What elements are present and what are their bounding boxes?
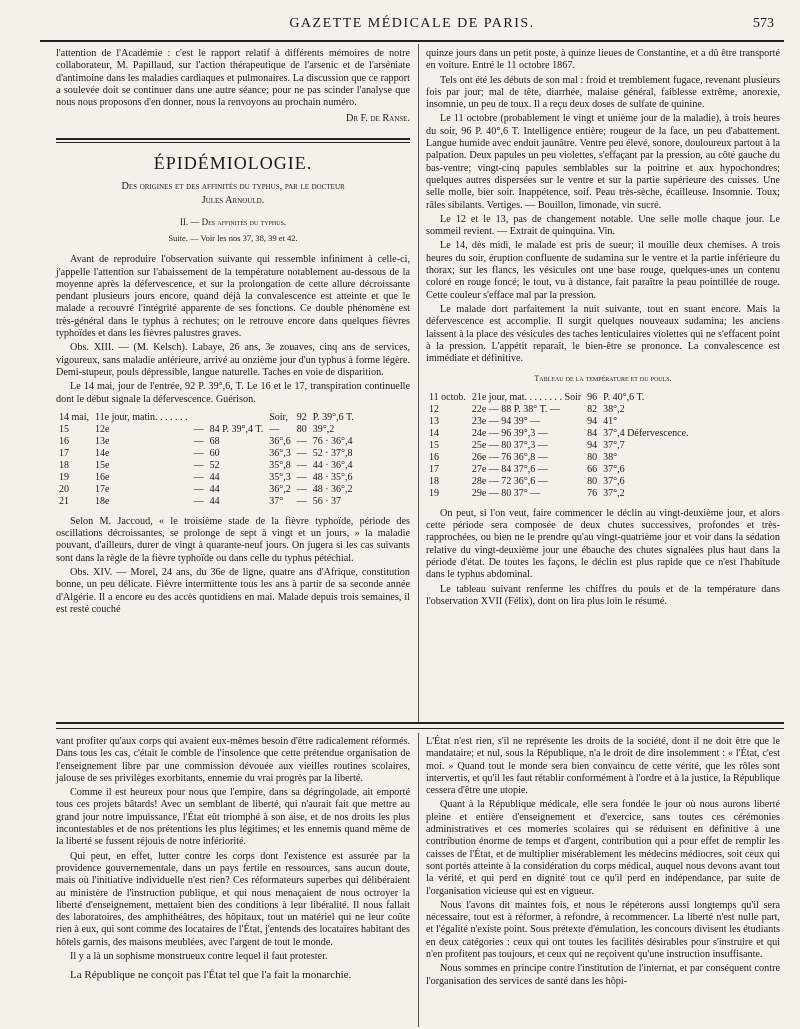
table-cell: — bbox=[193, 495, 204, 507]
table-cell: 37°,6 bbox=[603, 463, 625, 475]
table-cell: 48 · 36°,2 bbox=[312, 483, 353, 495]
table-cell: 17e bbox=[95, 483, 110, 495]
table-cell: — bbox=[296, 435, 307, 447]
table-cell: 20 bbox=[59, 483, 69, 495]
table-cell: 11 octob. bbox=[429, 391, 466, 403]
table-cell: 44 bbox=[209, 495, 220, 507]
table-cell: 60 bbox=[209, 447, 220, 459]
table-cell: 13 bbox=[429, 415, 439, 427]
table-cell: 18 bbox=[429, 475, 439, 487]
table-row bbox=[426, 476, 692, 488]
table-cell: 80 bbox=[587, 475, 598, 487]
table-cell: 15e bbox=[95, 459, 110, 471]
table-cell: 12 bbox=[429, 403, 439, 415]
table-cell: 35°,8 bbox=[269, 459, 291, 471]
table-cell: 11e jour, matin. . . . . . . bbox=[95, 411, 188, 423]
table-row bbox=[56, 472, 357, 484]
table-cell bbox=[207, 412, 267, 424]
table-cell: 17 bbox=[59, 447, 69, 459]
table-cell: 52 · 37°,8 bbox=[312, 447, 353, 459]
table-cell: 29e — 80 37° — bbox=[471, 487, 541, 499]
table-cell: 21e jour, mat. . . . . . . . Soir bbox=[471, 391, 582, 403]
table-cell: 12e bbox=[95, 423, 110, 435]
table-cell: 44 bbox=[209, 483, 220, 495]
table-cell: 38°,2 bbox=[603, 403, 625, 415]
table-cell: 44 · 36°,4 bbox=[312, 459, 353, 471]
table-row bbox=[426, 440, 692, 452]
observation-paragraph: Obs. XIV. — Morel, 24 ans, du 36e de ligne, quatre ans d'Afrique, constitution bonne, un peu délicate. Fièvre intermittente tous les ans à partir de sa seconde année d'Algérie. Il a encore eu des accès quotidiens en mai. Malade depuis trois semaines, il est resté couché bbox=[56, 567, 410, 615]
table-cell: 13e bbox=[95, 435, 110, 447]
table-title: Tableau de la température et du pouls. bbox=[534, 374, 672, 384]
paragraph: On peut, si l'on veut, faire commencer le déclin au vingt-deuxième jour, et alors cette période sera composée de deux chutes successives, profondes et très-rapprochées, ou bien ne le prendre qu'au vingt-quatrième jour et voir dans la sédation relative du vingt-deuxième jour une ébauche des chutes signalées plus haut dans la période d'état. De toutes les façons, le déclin est plus rapide que ce n'est l'habitude dans le typhus abdominal. bbox=[426, 507, 780, 581]
table-cell: 84 bbox=[587, 427, 598, 439]
table-cell: P. 40°,6 T. bbox=[603, 391, 645, 403]
table-cell: 37°,7 bbox=[603, 439, 625, 451]
table-cell: 24e — 96 39°,3 — bbox=[471, 427, 548, 439]
table-cell: 37°,6 bbox=[603, 475, 625, 487]
table-cell: 19 bbox=[59, 471, 69, 483]
paragraph: Le 11 octobre (probablement le vingt et unième jour de la maladie), à trois heures du soir, 96 P. 40°,6 T. Intelligence entière; rougeur de la face, un peu d'abattement. Langue humide avec enduit jaunâtre. Ventre peu élevé, sonore, douloureux partout à la palpation. Deux papules un peu violettes, s'effaçant par la pression, au côté gauche du bas-ventre; vingt-cinq papules semblables sur la poitrine et aux hypochondres; quelques autres dispersées sur le ventre et sur la partie supérieure des cuisses. Une selle molle, bier soir. Inappétence, soif. Peau très-sèche, écailleuse. Insomnie. Toux; râles sibilants. Vertiges. — Bouillon, limonade, vin sucré. bbox=[426, 113, 780, 211]
table-cell: 18 bbox=[59, 459, 69, 471]
left-column-top bbox=[56, 48, 410, 618]
observation-paragraph: Obs. XIII. — (M. Kelsch). Labaye, 26 ans, 3e zouaves, cinq ans de services, vigoureux, sans maladie antérieure, arrivé au onzième jour d'un typhus à forme légère. Demi-stupeur, pouls dépressible, langue naturelle. Taches en voie de disparition. bbox=[56, 342, 410, 378]
table-cell: 96 bbox=[587, 391, 598, 403]
table-row bbox=[426, 452, 692, 464]
table-row bbox=[426, 392, 692, 404]
signature: Dr F. de Ranse. bbox=[345, 113, 410, 125]
table-cell: — bbox=[296, 459, 307, 471]
table-cell: — bbox=[193, 471, 204, 483]
page-number: 573 bbox=[753, 16, 774, 31]
paragraph: Quant à la République médicale, elle sera fondée le jour où nous aurons liberté pleine et entière d'enseignement et d'exercice, sans toutes ces cérémonies administratives et ces momeries scolaires qui se réduisent en définitive à une contribution énorme de temps et d'argent, contribution qui a pour effet de remplir les caisses de l'État, et de multiplier misérablement les médecins médiocres, soit ceux qui sont portés atteinte à la considération du corps médical, auquel nous devons avant tout la vérité, et qui perd en dignité tout ce qu'il perd en indépendance, par suite de l'organisation vicieuse qui est en vigueur. bbox=[426, 799, 780, 897]
table-cell bbox=[191, 412, 207, 424]
table-cell: 16 bbox=[59, 435, 69, 447]
table-cell: 56 · 37 bbox=[312, 495, 342, 507]
section-title: ÉPIDÉMIOLOGIE. bbox=[153, 152, 313, 173]
table-row bbox=[56, 424, 357, 436]
paragraph: Avant de reproduire l'observation suivante qui ressemble infiniment à celle-ci, j'appelle l'attention sur l'abaissement de la température notablement au-dessous de la moyenne après la défervescence, et sur la prolongation de cette allure décroissante pendant plusieurs jours encore, quand déjà la convalescence est atteinte et que le malade a recouvré l'intégrité apparente de ses fonctions. Ce double phénomène est très-général dans le typhus à rechutes; on le retrouve encore dans quelques fièvres typhoïdes et dans les fièvres palustres graves. bbox=[56, 254, 410, 340]
paragraph: Il y a là un sophisme monstrueux contre lequel il faut protester. bbox=[70, 951, 328, 963]
table-row bbox=[426, 428, 692, 440]
right-column-bottom bbox=[426, 736, 780, 990]
paragraph: quinze jours dans un petit poste, à quinze lieues de Constantine, et a dû être transporté en voiture. Entré le 11 octobre 1867. bbox=[426, 48, 780, 72]
left-column-bottom bbox=[56, 736, 410, 984]
table-cell: — bbox=[296, 483, 307, 495]
table-cell: 17 bbox=[429, 463, 439, 475]
table-cell: 22e — 88 P. 38° T. — bbox=[471, 403, 560, 415]
table-cell: 39°,2 bbox=[312, 423, 335, 435]
table-cell: — bbox=[193, 447, 204, 459]
table-cell: 23e — 94 39° — bbox=[471, 415, 541, 427]
table-cell: 16e bbox=[95, 471, 110, 483]
table-cell: 76 · 36°,4 bbox=[312, 435, 353, 447]
paragraph: Tels ont été les débuts de son mal : froid et tremblement fugace, revenant plusieurs fois par jour; mal de tête, diarrhée, malaise général, faiblesse extrême, anorexie, insomnie, un peu de toux. Il a reçu deux doses de sulfate de quinine. bbox=[426, 74, 780, 111]
table-cell: 36°,3 bbox=[269, 447, 291, 459]
table-cell: 28e — 72 36°,6 — bbox=[471, 475, 548, 487]
paragraph: L'État n'est rien, s'il ne représente les droits de la société, dont il ne doit être que le mandataire; et nul, sous la République, n'a le droit de dire insolemment : « l'État, c'est moi. » Quand tout le monde sera bien convaincu de cette vérité, que les rôles sont intervertis, et qu'il les faut rétablir conformément à l'ordre et à la justice, la République cessera d'être une utopie. bbox=[426, 736, 780, 797]
article-title: Des origines et des affinités du typhus, par le docteur bbox=[121, 181, 345, 193]
table-cell: 82 bbox=[587, 403, 598, 415]
table-cell: 15 bbox=[59, 423, 69, 435]
table-cell: 19 bbox=[429, 487, 439, 499]
table-cell: 41° bbox=[603, 415, 618, 427]
right-column-top bbox=[426, 48, 780, 610]
section-separator bbox=[56, 138, 410, 143]
table-cell: 48 · 35°,6 bbox=[312, 471, 353, 483]
feuilleton-separator bbox=[56, 722, 784, 729]
table-cell: 36°,6 bbox=[269, 435, 291, 447]
table-cell: — bbox=[296, 471, 307, 483]
table-cell: — bbox=[296, 495, 307, 507]
table-cell: 25e — 80 37°,3 — bbox=[471, 439, 548, 451]
article-author: Jules Arnould. bbox=[201, 195, 265, 207]
table-cell: 94 bbox=[587, 415, 598, 427]
table-row bbox=[56, 412, 357, 424]
table-row bbox=[56, 484, 357, 496]
suite-note: Suite. — Voir les nos 37, 38, 39 et 42. bbox=[168, 232, 298, 243]
paragraph: Le tableau suivant renferme les chiffres du pouls et de la température dans l'observation XVII (Félix), dont on lira plus loin le résumé. bbox=[426, 583, 780, 607]
table-cell: 76 bbox=[587, 487, 598, 499]
paragraph: La République ne conçoit pas l'État tel que l'a fait la monarchie. bbox=[70, 969, 352, 982]
paragraph: Le 14, dès midi, le malade est pris de sueur; il mouille deux chemises. A trois heures du soir, éruption confluente de sudamina sur le ventre et la partie inférieure du thorax; sur les flancs, les vésicules ont une base rouge, quelques-unes un contenu coloré en rouge foncé; le tout, vu à distance, fait paraître la peau pointillée de rouge. Cette couleur s'efface mal par la pression. bbox=[426, 240, 780, 301]
table-cell: 14 bbox=[429, 427, 439, 439]
paragraph: Nous l'avons dit maintes fois, et nous le répéterons aussi longtemps qu'il sera nécessaire, tout est à réformer, à refondre, à recommencer. La liberté n'est nulle part, et l'égalité n'existe point. Sous prétexte d'émulation, les concours divisent les étudiants en deux catégories : ceux qui ont toutes les facilités désirables pour s'instruire et qui n'en profitent pas toujours, et ceux qui ne reçoivent qu'une instruction insuffisante. bbox=[426, 899, 780, 961]
table-cell: 26e — 76 36°,8 — bbox=[471, 451, 548, 463]
table-row bbox=[426, 488, 692, 500]
table-cell: 15 bbox=[429, 439, 439, 451]
table-cell: 52 bbox=[209, 459, 220, 471]
column-divider-bottom bbox=[418, 733, 419, 1027]
table-cell: 18e bbox=[95, 495, 110, 507]
table-cell: — bbox=[193, 435, 204, 447]
table-cell: 14 mai, bbox=[59, 411, 89, 423]
table-cell: 38° bbox=[603, 451, 618, 463]
table-cell: 44 bbox=[209, 471, 220, 483]
temperature-table-2 bbox=[426, 392, 692, 500]
journal-title: GAZETTE MÉDICALE DE PARIS. bbox=[289, 16, 535, 31]
paragraph: Le malade dort parfaitement la nuit suivante, tout en suant encore. Mais la défervescence est accomplie. Il surgit quelques nouveaux sudamina; les anciens laissent à la place des vésicules des taches lenticulaires violettes qui ne s'effacent point à la pression. L'appétit reparaît, le bien-être se prononce. La convalescence est immédiate et définitive. bbox=[426, 303, 780, 365]
paragraph: Nous sommes en principe contre l'institution de l'internat, et par conséquent contre l'organisation des services de santé dans les hôpi- bbox=[426, 963, 780, 987]
table-cell: 21 bbox=[59, 495, 69, 507]
paragraph: vant profiter qu'aux corps qui avaient eux-mêmes besoin d'être radicalement réformés. Dans tous les cas, c'était le comble de l'insolence que cette prétendue organisation de l'enseignement libre par une commission dévouée aux vieilles routines scolaires, jalouse de ses privilèges exorbitants, ennemie du vrai progrès par la liberté. bbox=[56, 736, 410, 784]
table-cell: P. 39°,6 T. bbox=[312, 411, 354, 423]
temperature-table-1 bbox=[56, 412, 357, 508]
paragraph: Qui peut, en effet, lutter contre les corps dont l'existence est assurée par la providence gouvernementale, dans un pays fertile en ressources, sans aucun doute, mais où l'initiative individuelle n'est rien? Ces réformateurs superbes qui délibéraient au ministère de l'instruction publique, et qui nous menaçaient de nous octroyer la liberté d'enseignement, mettaient bien des conditions à leur libéralité. Il nous fallait des laboratoires, des amphithéâtres, des hôpitaux, tout un matériel qui ne leur coûte rien à eux, qui sont comme des locataires de l'État, j'entends des locataires habitant des hôtels garnis, des maisons meublées, avec l'argent de tout le monde. bbox=[56, 850, 410, 948]
table-cell: 66 bbox=[587, 463, 598, 475]
table-cell: 14e bbox=[95, 447, 110, 459]
table-cell: 92 bbox=[296, 411, 307, 423]
paragraph: Le 12 et le 13, pas de changement notable. Une selle molle chaque jour. Le sommeil revient. — Extrait de quinquina. Vin. bbox=[426, 213, 780, 238]
table-cell: 16 bbox=[429, 451, 439, 463]
table-cell: 37° bbox=[269, 495, 284, 507]
intro-paragraph: l'attention de l'Académie : c'est le rapport relatif à différents mémoires de notre collaborateur, M. Papillaud, sur l'action thérapeutique de l'arsenic et de l'arséniate d'antimoine dans les maladies cardiaques et pulmonaires. La discussion que ce rapport a soulevée doit se continuer dans une autre séance; pour ne pas scinder l'analyse que nous nous proposons d'en donner, nous la renvoyons au prochain numéro. bbox=[56, 48, 410, 109]
article-subtitle: II. — Des affinités du typhus. bbox=[179, 216, 287, 227]
table-cell: — bbox=[193, 459, 204, 471]
table-cell: 37°,4 Défervescence. bbox=[603, 427, 689, 439]
table-row bbox=[426, 404, 692, 416]
table-row bbox=[56, 448, 357, 460]
paragraph: Le 14 mai, jour de l'entrée, 92 P. 39°,6, T. Le 16 et le 17, transpiration continuelle dont le début signale la défervescence. Guérison. bbox=[56, 381, 410, 405]
table-cell: 84 P. 39°,4 T. bbox=[209, 423, 264, 435]
table-row bbox=[56, 496, 357, 508]
table-cell: 37°,2 bbox=[603, 487, 625, 499]
table-cell: — bbox=[269, 423, 280, 435]
table-cell: — bbox=[193, 483, 204, 495]
table-cell: 80 bbox=[296, 423, 307, 435]
paragraph: Comme il est heureux pour nous que l'empire, dans sa dégringolade, ait emporté tous ces projets bâtards! Avec un semblant de liberté, qui n'aurait fait que mettre au grand jour notre impuissance, l'État eût triomphé à son aise, et de nos droits les plus incontestables et de nos prétentions les plus légitimes; et les ennemis quand même de la liberté se fussent réjouis de notre infériorité. bbox=[56, 787, 410, 848]
table-cell: 68 bbox=[209, 435, 220, 447]
table-row bbox=[56, 460, 357, 472]
table-row bbox=[426, 416, 692, 428]
table-cell: — bbox=[296, 447, 307, 459]
table-cell: 80 bbox=[587, 451, 598, 463]
table-row bbox=[426, 464, 692, 476]
table-cell: Soir, bbox=[269, 411, 288, 423]
page-header bbox=[40, 10, 784, 42]
table-row bbox=[56, 436, 357, 448]
table-cell: 36°,2 bbox=[269, 483, 291, 495]
column-divider bbox=[418, 44, 419, 722]
table-cell: — bbox=[193, 423, 204, 435]
paragraph: Selon M. Jaccoud, « le troisième stade de la fièvre typhoïde, période des oscillations décroissantes, se prolonge de sept à vingt et un jours, » la maladie pouvant, d'ailleurs, durer de vingt à quarante-neuf jours. On jugera si les cas suivants sont dans la règle de la fièvre typhoïde ou dans celle du typhus pétéchial. bbox=[56, 515, 410, 564]
table-cell: 35°,3 bbox=[269, 471, 291, 483]
table-cell: 27e — 84 37°,6 — bbox=[471, 463, 548, 475]
table-cell: 94 bbox=[587, 439, 598, 451]
